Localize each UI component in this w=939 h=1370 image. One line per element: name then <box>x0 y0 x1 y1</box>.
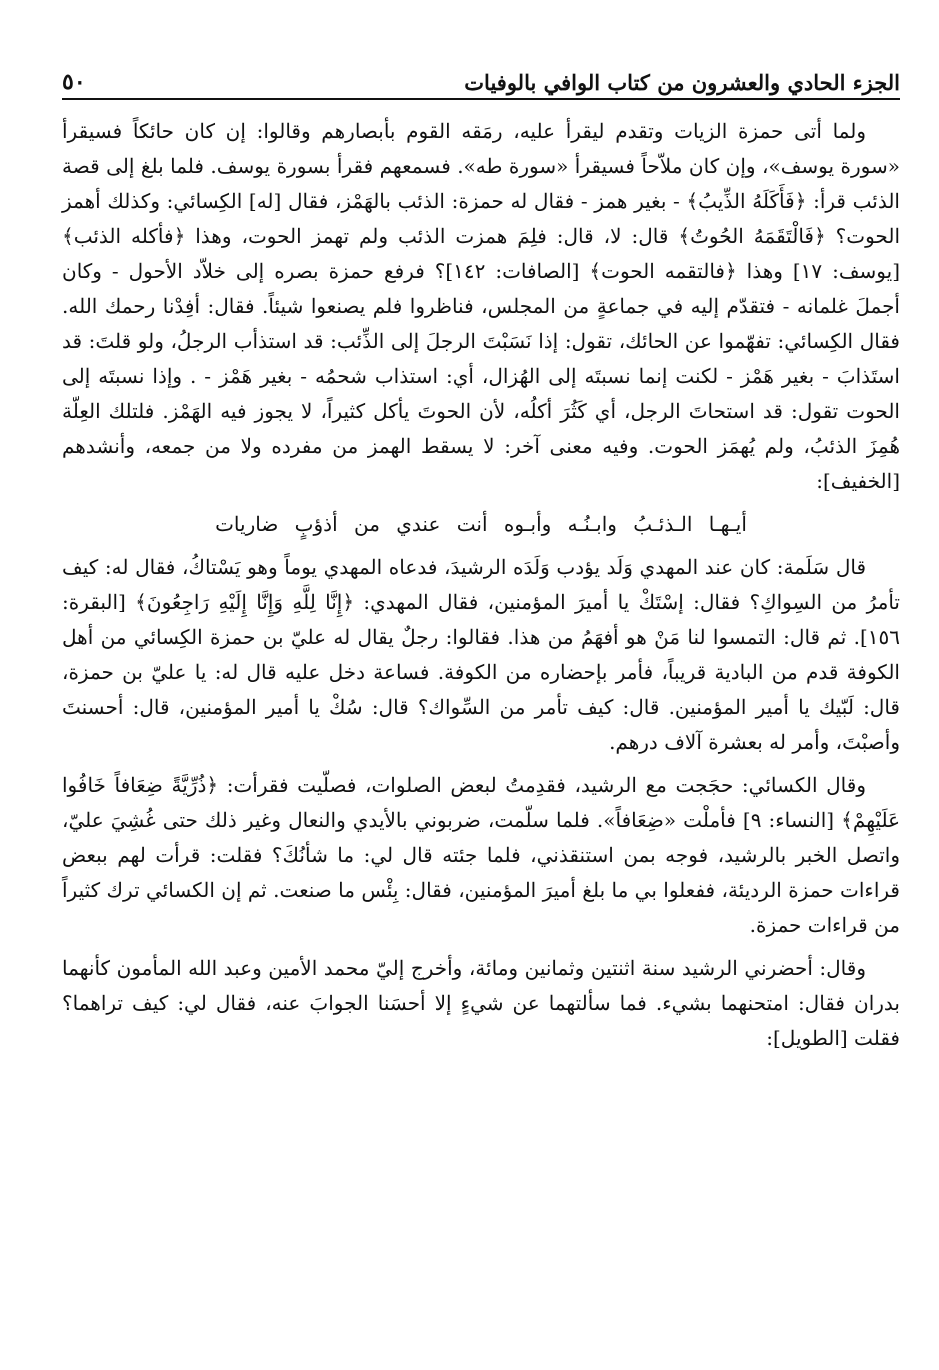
paragraph-rashid-sons: وقال: أحضرني الرشيد سنة اثنتين وثمانين ومائة، وأخرج إليّ محمد الأمين وعبد الله المأمون كأنهما بدران فقال: امتحنهما بشيء. فما سألتهما عن شيءٍ إلا أحسَنا الجوابَ عنه، فقال لي: كيف تراهما؟ فقلت [الطويل]: <box>62 956 900 1050</box>
paragraph-kisai-prayer: وقال الكسائي: حجَجت مع الرشيد، فقدِمتُ لبعض الصلوات، فصلّيت فقرأت: ﴿ذُرِّيَّةً ضِعَافاً خَافُوا عَلَيْهِمْ﴾ [النساء: ٩] فأملْت «ضِعَافاً». فلما سلّمت، ضربوني بالأيدي والنعال وغير ذلك حتى غُشِيَ عليّ، واتصل الخبر بالرشيد، فوجه بمن استنقذني، فلما جئته قال لي: ما شأنُكَ؟ فقلت: قرأت لهم ببعض قراءات حمزة الرديئة، ففعلوا بي ما بلغ أميرَ المؤمنين، فقال: بِئْس ما صنعت. ثم إن الكسائي ترك كثيراً من قراءات حمزة. <box>62 773 901 937</box>
page-header <box>62 48 900 100</box>
paragraph-salama: قال سَلَمة: كان عند المهدي وَلَد يؤدب وَلَدَه الرشيدَ، فدعاه المهدي يوماً وهو يَسْتاكُ، فقال له: كيف تأمرُ من السِواكِ؟ فقال: إسْتَكْ يا أميرَ المؤمنين، فقال المهدي: ﴿إِنَّا لِلَّهِ وَإِنَّا إِلَيْهِ رَاجِعُونَ﴾ [البقرة: ١٥٦]. ثم قال: التمسوا لنا مَنْ هو أفهَمُ من هذا. فقالوا: رجلٌ يقال له عليّ بن حمزة الكِسائي من أهل الكوفة قدم من البادية قريباً، فأمر بإحضاره من الكوفة. فساعة دخل عليه قال له: يا عليّ بن حمزة، قال: لَبّيك يا أمير المؤمنين. قال: كيف تأمر من السِّواك؟ قال: سُكْ يا أمير المؤمنين، قال: أحسنتَ وأصبْتَ، وأمر له بعشرة آلاف درهم. <box>62 555 900 754</box>
book-page <box>62 48 900 1348</box>
poem-verse <box>62 507 900 542</box>
page-content <box>62 100 900 1056</box>
page-number: ٥٠ <box>62 69 86 95</box>
running-title: الجزء الحادي والعشرون من كتاب الوافي بالوفيات <box>464 70 900 95</box>
verse-hemistich-second: أنت عندي من أذؤبٍ ضاريات <box>215 512 488 536</box>
verse-hemistich-first: أيـهـا الـذئـبُ وابـنُـه وأبـوه <box>503 512 747 536</box>
paragraph-hamza-al-kisai: ولما أتى حمزة الزيات وتقدم ليقرأ عليه، رمَقه القوم بأبصارهم وقالوا: إن كان حائكاً فسيقرأ «سورة يوسف»، وإن كان ملاّحاً فسيقرأ «سورة طه». فسمعهم فقرأ بسورة يوسف. فلما بلغ إلى قصة الذئب قرأ: ﴿فَأَكَلَهُ الذِّيبُ﴾ - بغير همز - فقال له حمزة: الذئب بالهَمْز، فقال [له] الكِسائي: وكذلك أهمز الحوت؟ ﴿فَالْتَقَمَهُ الحُوتُ﴾ قال: لا، قال: فلِمَ همزت الذئب ولم تهمز الحوت، وهذا ﴿فأكله الذئب﴾ [يوسف: ١٧] وهذا ﴿فالتقمه الحوت﴾ [الصافات: ١٤٢]؟ فرفع حمزة بصره إلى خلاّد الأحول - وكان أجملَ غلمانه - فتقدّم إليه في جماعةٍ من المجلس، فناظروا فلم يصنعوا شيئاً. فقال: أفِدْنا رحمك الله. فقال الكِسائي: تفهّموا عن الحائك، تقول: إذا نَسَبْتَ الرجلَ إلى الذِّئب: قد استذأب الرجلُ، ولو قلتَ: قد استَذابَ - بغير هَمْز - لكنت إنما نسبتَه إلى الهُزال، أي: استذاب شحمُه - بغير هَمْز - . وإذا نسبتَه إلى الحوت تقول: قد استحاتَ الرجل، أي كَثُرَ أكلُه، لأن الحوتَ يأكل كثيراً، لا يجوز فيه الهَمْز. فلتلك العِلّة هُمِزَ الذئبُ، ولم يُهمَز الحوت. وفيه معنى آخر: لا يسقط الهمز من مفرده ولا من جمعه، وأنشدهم [الخفيف]: <box>62 119 900 493</box>
